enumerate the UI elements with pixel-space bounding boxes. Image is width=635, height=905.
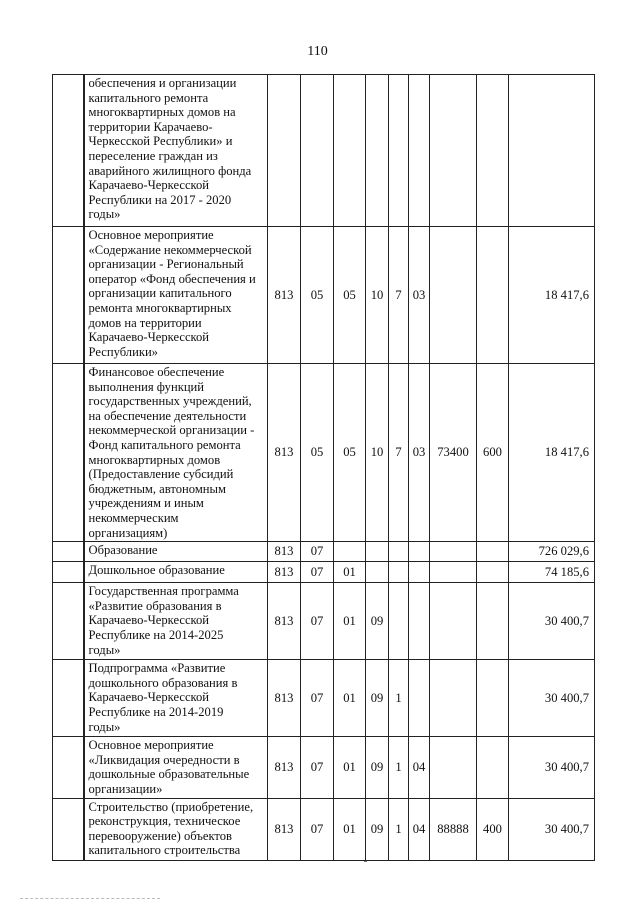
name-cell: Государственная программа «Развитие образования в Карачаево-Черкесской Республике на 2014-2025 годы» — [84, 583, 268, 660]
expense-type-cell: 600 — [477, 364, 509, 542]
name-cell: Строительство (приобретение, реконструкция, техническое перевооружение) объектов капитального строительства — [84, 798, 268, 860]
table-row — [53, 562, 595, 583]
target-article-cell-3 — [409, 583, 430, 660]
amount-cell: 18 417,6 — [509, 227, 595, 364]
page-number: 110 — [307, 44, 328, 59]
subsection-cell: 05 — [334, 364, 366, 542]
target-article-cell-4: 88888 — [430, 798, 477, 860]
target-article-cell-1: 10 — [366, 227, 389, 364]
amount-cell: 30 400,7 — [509, 798, 595, 860]
target-article-cell-4 — [430, 75, 477, 227]
section-cell: 07 — [301, 798, 334, 860]
budget-table — [52, 74, 595, 861]
target-article-cell-2 — [389, 542, 409, 562]
ved-cell: 813 — [268, 227, 301, 364]
index-cell — [53, 798, 84, 860]
target-article-cell-2: 7 — [389, 227, 409, 364]
amount-cell: 18 417,6 — [509, 364, 595, 542]
table-row — [53, 75, 595, 227]
ved-cell: 813 — [268, 562, 301, 583]
subsection-cell: 01 — [334, 583, 366, 660]
table-row — [53, 737, 595, 798]
name-cell: Основное мероприятие «Ликвидация очередности в дошкольные образовательные организации» — [84, 737, 268, 798]
section-cell: 07 — [301, 660, 334, 737]
target-article-cell-4 — [430, 583, 477, 660]
section-cell: 07 — [301, 583, 334, 660]
section-cell: 05 — [301, 364, 334, 542]
index-cell — [53, 75, 84, 227]
index-cell — [53, 562, 84, 583]
amount-cell: 74 185,6 — [509, 562, 595, 583]
amount-cell — [509, 75, 595, 227]
table-row — [53, 227, 595, 364]
target-article-cell-4 — [430, 542, 477, 562]
target-article-cell-1: 09 — [366, 737, 389, 798]
ved-cell: 813 — [268, 364, 301, 542]
ved-cell: 813 — [268, 542, 301, 562]
expense-type-cell — [477, 562, 509, 583]
name-cell: Основное мероприятие «Содержание некоммерческой организации - Региональный оператор «Фонд обеспечения и организации капитального ремонта многоквартирных домов на территории Карачаево-Черкесской Республики» — [84, 227, 268, 364]
index-cell — [53, 660, 84, 737]
target-article-cell-2: 7 — [389, 364, 409, 542]
table-row — [53, 542, 595, 562]
expense-type-cell — [477, 227, 509, 364]
section-cell: 05 — [301, 227, 334, 364]
target-article-cell-2: 1 — [389, 798, 409, 860]
target-article-cell-1: 10 — [366, 364, 389, 542]
subsection-cell: 05 — [334, 227, 366, 364]
name-cell: Финансовое обеспечение выполнения функций государственных учреждений, на обеспечение деятельности некоммерческой организации - Фонд капитального ремонта многоквартирных домов (Предоставление субсидий бюджетным, автономным учреждениям и иным некоммерческим организациям) — [84, 364, 268, 542]
target-article-cell-3: 03 — [409, 227, 430, 364]
target-article-cell-4 — [430, 660, 477, 737]
name-cell: Подпрограмма «Развитие дошкольного образования в Карачаево-Черкесской Республике на 2014-2019 годы» — [84, 660, 268, 737]
subsection-cell: 01 — [334, 660, 366, 737]
index-cell — [53, 364, 84, 542]
target-article-cell-2 — [389, 583, 409, 660]
target-article-cell-2 — [389, 562, 409, 583]
target-article-cell-1 — [366, 562, 389, 583]
expense-type-cell — [477, 660, 509, 737]
expense-type-cell — [477, 583, 509, 660]
ved-cell: 813 — [268, 798, 301, 860]
target-article-cell-2 — [389, 75, 409, 227]
section-cell: 07 — [301, 737, 334, 798]
target-article-cell-3 — [409, 660, 430, 737]
subsection-cell — [334, 542, 366, 562]
ved-cell — [268, 75, 301, 227]
amount-cell: 726 029,6 — [509, 542, 595, 562]
target-article-cell-3: 04 — [409, 737, 430, 798]
name-cell: Дошкольное образование — [84, 562, 268, 583]
expense-type-cell — [477, 75, 509, 227]
expense-type-cell: 400 — [477, 798, 509, 860]
table-row — [53, 583, 595, 660]
ved-cell: 813 — [268, 737, 301, 798]
section-cell: 07 — [301, 542, 334, 562]
target-article-cell-1 — [366, 542, 389, 562]
index-cell — [53, 583, 84, 660]
target-article-cell-4: 73400 — [430, 364, 477, 542]
target-article-cell-3 — [409, 75, 430, 227]
amount-cell: 30 400,7 — [509, 583, 595, 660]
amount-cell: 30 400,7 — [509, 660, 595, 737]
index-cell — [53, 227, 84, 364]
target-article-cell-4 — [430, 227, 477, 364]
subsection-cell: 01 — [334, 798, 366, 860]
target-article-cell-1: 09 — [366, 798, 389, 860]
target-article-cell-2: 1 — [389, 737, 409, 798]
scan-speck — [364, 861, 367, 862]
index-cell — [53, 542, 84, 562]
scan-edge-line — [20, 898, 160, 899]
subsection-cell: 01 — [334, 737, 366, 798]
name-cell: обеспечения и организации капитального ремонта многоквартирных домов на территории Карачаево- Черкесской Республики» и переселение граждан из аварийного жилищного фонда Карачаево-Черкесской Республики на 2017 - 2020 годы» — [84, 75, 268, 227]
table-row — [53, 798, 595, 860]
ved-cell: 813 — [268, 583, 301, 660]
amount-cell: 30 400,7 — [509, 737, 595, 798]
table-row — [53, 364, 595, 542]
ved-cell: 813 — [268, 660, 301, 737]
target-article-cell-1: 09 — [366, 660, 389, 737]
target-article-cell-3: 04 — [409, 798, 430, 860]
target-article-cell-2: 1 — [389, 660, 409, 737]
name-cell: Образование — [84, 542, 268, 562]
table-row — [53, 660, 595, 737]
expense-type-cell — [477, 737, 509, 798]
index-cell — [53, 737, 84, 798]
target-article-cell-3 — [409, 542, 430, 562]
target-article-cell-1 — [366, 75, 389, 227]
target-article-cell-4 — [430, 562, 477, 583]
expense-type-cell — [477, 542, 509, 562]
section-cell — [301, 75, 334, 227]
subsection-cell: 01 — [334, 562, 366, 583]
target-article-cell-4 — [430, 737, 477, 798]
target-article-cell-3: 03 — [409, 364, 430, 542]
target-article-cell-1: 09 — [366, 583, 389, 660]
section-cell: 07 — [301, 562, 334, 583]
target-article-cell-3 — [409, 562, 430, 583]
subsection-cell — [334, 75, 366, 227]
